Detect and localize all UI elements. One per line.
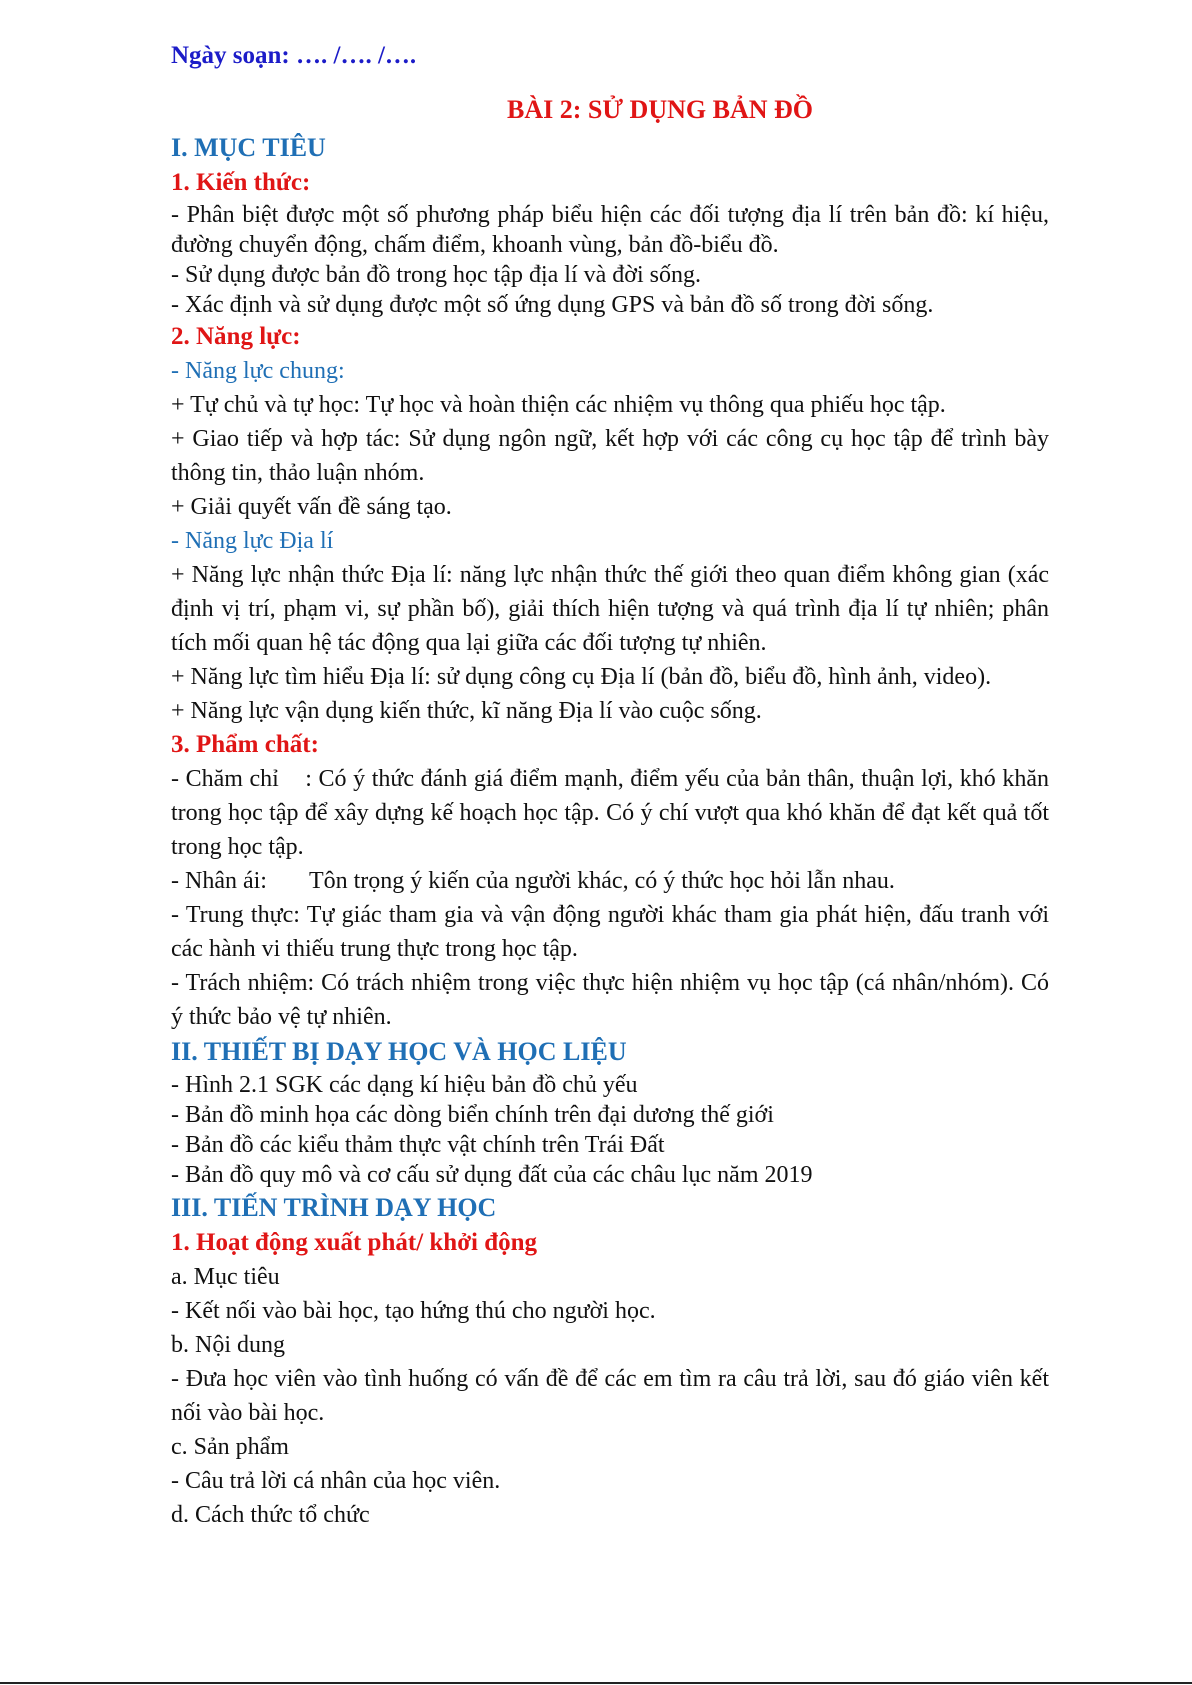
subheading-general-competence: - Năng lực chung: xyxy=(171,358,345,384)
list-item: - Hình 2.1 SGK các dạng kí hiệu bản đồ chủ yếu xyxy=(171,1072,638,1098)
paragraph: + Năng lực nhận thức Địa lí: năng lực nhận thức thế giới theo quan điểm không gian (xác định vị trí, phạm vi, sự phần bố), giải thích hiện tượng và quá trình địa lí tự nhiên; phân tích mối quan hệ tác động qua lại giữa các đối tượng tự nhiên. xyxy=(171,562,1049,656)
subheading-geography-competence: - Năng lực Địa lí xyxy=(171,528,334,554)
paragraph: + Tự chủ và tự học: Tự học và hoàn thiện các nhiệm vụ thông qua phiếu học tập. xyxy=(171,392,946,418)
paragraph: - Trách nhiệm: Có trách nhiệm trong việc thực hiện nhiệm vụ học tập (cá nhân/nhóm). Có ý thức bảo vệ tự nhiên. xyxy=(171,970,1049,1030)
subheading-qualities: 3. Phẩm chất: xyxy=(171,731,319,758)
paragraph: - Kết nối vào bài học, tạo hứng thú cho người học. xyxy=(171,1298,656,1324)
paragraph: - Chăm chỉ : Có ý thức đánh giá điểm mạnh, điểm yếu của bản thân, thuận lợi, khó khăn trong học tập để xây dựng kế hoạch học tập. Có ý chí vượt qua khó khăn để đạt kết quả tốt trong học tập. xyxy=(171,766,1049,860)
paragraph: + Năng lực vận dụng kiến thức, kĩ năng Địa lí vào cuộc sống. xyxy=(171,698,762,724)
paragraph: - Xác định và sử dụng được một số ứng dụng GPS và bản đồ số trong đời sống. xyxy=(171,292,934,318)
paragraph: - Phân biệt được một số phương pháp biểu hiện các đối tượng địa lí trên bản đồ: kí hiệu, đường chuyển động, chấm điểm, khoanh vùng, bản đồ-biểu đồ. xyxy=(171,202,1049,258)
label-objective: a. Mục tiêu xyxy=(171,1264,280,1290)
paragraph: + Giao tiếp và hợp tác: Sử dụng ngôn ngữ, kết hợp với các công cụ học tập để trình bày thông tin, thảo luận nhóm. xyxy=(171,426,1049,486)
subheading-competence: 2. Năng lực: xyxy=(171,323,301,350)
label-content: b. Nội dung xyxy=(171,1332,285,1358)
paragraph: - Câu trả lời cá nhân của học viên. xyxy=(171,1468,501,1494)
lesson-title: BÀI 2: SỬ DỤNG BẢN ĐỒ xyxy=(507,95,813,124)
document-page xyxy=(171,36,1049,1532)
paragraph: + Giải quyết vấn đề sáng tạo. xyxy=(171,494,452,520)
label-method: d. Cách thức tổ chức xyxy=(171,1502,370,1528)
section-heading-equipment: II. THIẾT BỊ DẠY HỌC VÀ HỌC LIỆU xyxy=(171,1037,627,1066)
subheading-activity-1: 1. Hoạt động xuất phát/ khởi động xyxy=(171,1229,538,1256)
section-heading-process: III. TIẾN TRÌNH DẠY HỌC xyxy=(171,1193,497,1222)
page-bottom-rule xyxy=(0,1682,1192,1684)
paragraph: - Đưa học viên vào tình huống có vấn đề để các em tìm ra câu trả lời, sau đó giáo viên kết nối vào bài học. xyxy=(171,1366,1049,1426)
list-item: - Bản đồ minh họa các dòng biển chính trên đại dương thế giới xyxy=(171,1102,774,1128)
paragraph: - Nhân ái: Tôn trọng ý kiến của người khác, có ý thức học hỏi lẫn nhau. xyxy=(171,868,895,894)
section-heading-objectives: I. MỤC TIÊU xyxy=(171,133,326,162)
label-product: c. Sản phẩm xyxy=(171,1434,289,1460)
subheading-knowledge: 1. Kiến thức: xyxy=(171,169,311,196)
paragraph: - Trung thực: Tự giác tham gia và vận động người khác tham gia phát hiện, đấu tranh với các hành vi thiếu trung thực trong học tập. xyxy=(171,902,1049,962)
paragraph: + Năng lực tìm hiểu Địa lí: sử dụng công cụ Địa lí (bản đồ, biểu đồ, hình ảnh, video). xyxy=(171,664,992,690)
list-item: - Bản đồ quy mô và cơ cấu sử dụng đất của các châu lục năm 2019 xyxy=(171,1162,813,1188)
date-line: Ngày soạn: …. /…. /…. xyxy=(171,42,417,69)
list-item: - Bản đồ các kiểu thảm thực vật chính trên Trái Đất xyxy=(171,1132,665,1158)
paragraph: - Sử dụng được bản đồ trong học tập địa lí và đời sống. xyxy=(171,262,701,288)
